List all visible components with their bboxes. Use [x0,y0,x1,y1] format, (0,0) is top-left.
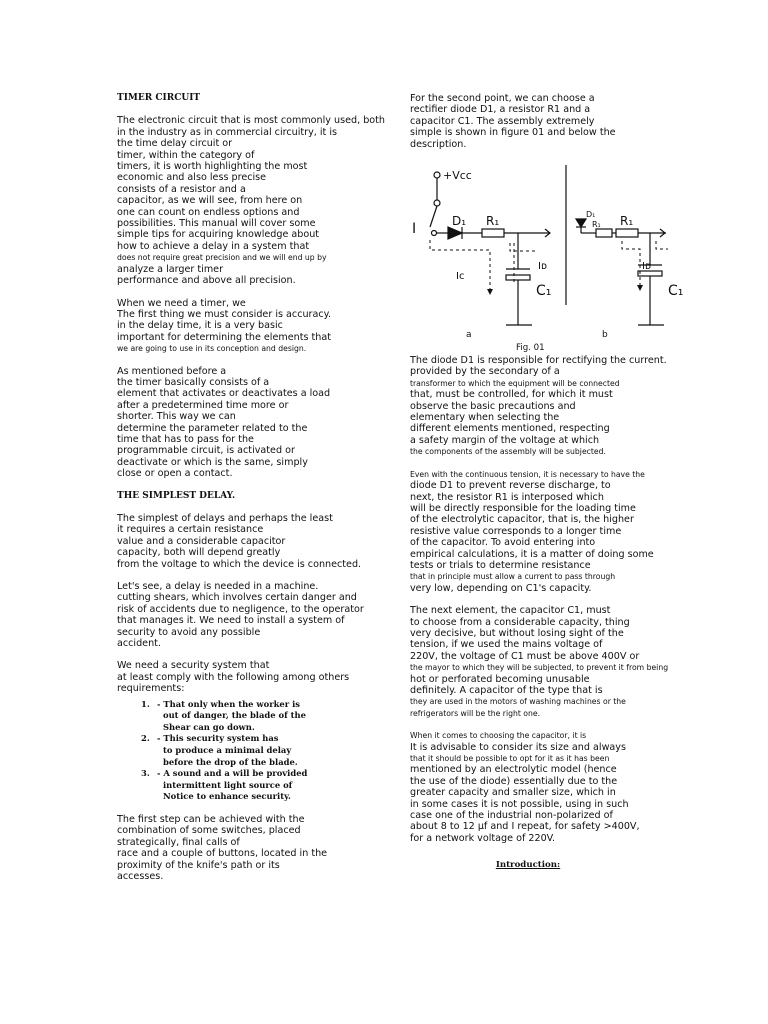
list-item: 1. - That only when the worker is [141,698,300,709]
paragraph-simplest-delay [117,513,383,570]
list-item-line: out of danger, the blade of the [163,710,306,721]
label-a: a [466,330,472,341]
text-line: transformer to which the equipment will be connected [410,378,620,388]
text-line: it requires a certain resistance [117,524,264,536]
text-line: timer, within the category of [117,149,255,161]
text-line: element that activates or deactivates a load [117,388,331,400]
text-line: programmable circuit, is activated or [117,445,295,457]
text-line: determine the parameter related to the [117,422,308,434]
text-line: description. [410,138,467,150]
right-column [410,93,684,872]
text-line: race and a couple of buttons, located in the [117,848,328,860]
paragraph-timer-definition [117,366,383,480]
text-line: timers, it is worth highlighting the most [117,161,308,173]
text-line: The first step can be achieved with the [117,814,305,826]
text-line: greater capacity and smaller size, which in [410,787,616,799]
id-label: Iᴅ [538,261,547,273]
text-line: consists of a resistor and a [117,183,246,195]
text-line: about 8 to 12 µf and I repeat, for safety >400V, [410,821,640,833]
text-line: that, must be controlled, for which it must [410,389,613,401]
text-line: of the capacitor. To avoid entering into [410,537,596,549]
r1-label-b: R₁ [620,214,634,229]
text-line: simple tips for acquiring knowledge about [117,229,320,241]
list-item: 2. - This security system has [141,733,279,744]
text-line: tension, if we used the mains voltage of [410,639,603,651]
text-line: When it comes to choosing the capacitor, it is [410,731,587,741]
text-line: As mentioned before a [117,365,227,377]
paragraph-second-point [410,93,666,150]
text-line: capacitor, as we will see, from here on [117,195,303,207]
text-line: combination of some switches, placed [117,825,301,837]
text-line: in the delay time, it is a very basic [117,320,283,332]
text-line: resistive value corresponds to a longer time [410,525,622,537]
text-line: different elements mentioned, respecting [410,423,610,435]
text-line: does not require great precision and we will end up by [117,253,327,263]
list-item-line: Shear can go down. [163,721,255,732]
current-label: I [412,221,417,238]
text-line: 220V, the voltage of C1 must be above 400V or [410,650,640,662]
text-line: deactivate or which is the same, simply [117,456,308,468]
text-line: important for determining the elements that [117,331,331,343]
text-line: we are going to use in its conception and design. [117,344,307,354]
paragraph-machine-example [117,581,383,649]
text-line: performance and above all precision. [117,275,296,287]
document-title: TIMER CIRCUIT [117,93,201,103]
text-line: empirical calculations, it is a matter of doing some [410,548,654,560]
text-line: from the voltage to which the device is connected. [117,558,362,570]
text-line: rectifier diode D1, a resistor R1 and a [410,104,591,116]
text-line: capacitor C1. The assembly extremely [410,115,595,127]
text-line: refrigerators will be the right one. [410,708,541,718]
introduction-heading: Introduction: [495,860,561,871]
circuit-figure [410,165,684,355]
text-line: the mayor to which they will be subjected, to prevent it from being [410,663,669,673]
text-line: The diode D1 is responsible for rectifying the current. [410,355,667,367]
text-line: time that has to pass for the [117,433,254,445]
text-line: analyze a larger timer [117,263,224,275]
c1-label-b: C₁ [668,283,684,300]
paragraph-accuracy [117,298,383,355]
text-line: of the electrolytic capacitor, that is, the higher [410,514,634,526]
list-item-line: before the drop of the blade. [163,756,298,767]
r1-label: R₁ [486,214,500,229]
text-line: strategically, final calls of [117,836,240,848]
text-line: When we need a timer, we [117,297,246,309]
text-line: very decisive, but without losing sight of the [410,627,624,639]
text-line: elementary when selecting the [410,412,560,424]
list-item-line: to produce a minimal delay [163,745,292,756]
text-line: case one of the industrial non-polarized of [410,810,613,822]
text-line: accident. [117,638,161,650]
paragraph-diode [410,355,666,458]
label-b: b [602,330,608,341]
text-line: to choose from a considerable capacity, thing [410,616,630,628]
text-line: how to achieve a delay in a system that [117,240,310,252]
text-line: close or open a contact. [117,468,233,480]
text-line: after a predetermined time more or [117,399,289,411]
figure-caption: Fig. 01 [516,343,545,354]
text-line: cutting shears, which involves certain danger and [117,592,357,604]
text-line: economic and also less precise [117,172,267,184]
ic-label: Iᴄ [456,271,465,283]
paragraph-capacitor-choice [410,730,666,844]
text-line: proximity of the knife's path or its [117,859,280,871]
text-line: a safety margin of the voltage at which [410,434,600,446]
text-line: definitely. A capacitor of the type that is [410,685,603,696]
text-line: security to avoid any possible [117,626,261,638]
text-line: tests or trials to determine resistance [410,559,591,571]
d1-label: D₁ [452,214,467,229]
left-column [117,93,383,882]
text-line: the use of the diode) essentially due to the [410,775,618,787]
paragraph-first-step [117,814,383,882]
text-line: provided by the secondary of a [410,366,560,378]
text-line: The first thing we must consider is accuracy. [117,308,332,320]
paragraph-requirements [117,660,383,694]
text-line: For the second point, we can choose a [410,93,595,104]
text-line: accesses. [117,871,164,883]
text-line: Let's see, a delay is needed in a machine. [117,581,319,593]
text-line: they are used in the motors of washing machines or the [410,697,626,707]
text-line: The simplest of delays and perhaps the least [117,513,333,524]
text-line: mentioned by an electrolytic model (hence [410,764,617,776]
paragraph-resistor [410,469,666,594]
requirements-list [117,699,383,803]
text-line: capacity, both will depend greatly [117,547,281,559]
text-line: the components of the assembly will be subjected. [410,447,606,457]
text-line: for a network voltage of 220V. [410,832,556,844]
section-heading: THE SIMPLEST DELAY. [117,490,236,501]
text-line: next, the resistor R1 is interposed which [410,491,604,503]
c1-label: C₁ [536,283,552,300]
text-line: hot or perforated becoming unusable [410,673,590,685]
text-line: at least comply with the following among others [117,671,350,683]
text-line: that it should be possible to opt for it as it has been [410,754,610,764]
text-line: in the industry as in commercial circuitry, it is [117,126,337,138]
text-line: very low, depending on C1's capacity. [410,582,592,594]
paragraph-capacitor [410,605,669,719]
circuit-diagram [410,165,684,345]
text-line: The electronic circuit that is most commonly used, both [117,115,385,127]
list-item-line: Notice to enhance security. [163,791,291,802]
text-line: that manages it. We need to install a system of [117,615,345,627]
text-line: value and a considerable capacitor [117,535,286,547]
paragraph-intro [117,115,383,286]
text-line: that in principle must allow a current to pass through [410,572,616,582]
text-line: the timer basically consists of a [117,376,270,388]
text-line: in some cases it is not possible, using in such [410,798,629,810]
text-line: diode D1 to prevent reverse discharge, to [410,480,611,492]
text-line: the time delay circuit or [117,138,233,150]
text-line: observe the basic precautions and [410,400,576,412]
text-line: will be directly responsible for the loading time [410,502,636,514]
text-line: possibilities. This manual will cover some [117,218,316,230]
list-item: 3. - A sound and a will be provided [141,768,308,779]
list-item-line: intermittent light source of [163,779,293,790]
text-line: requirements: [117,683,185,695]
text-line: simple is shown in figure 01 and below the [410,127,616,139]
text-line: shorter. This way we can [117,411,236,423]
text-line: It is advisable to consider its size and always [410,741,626,753]
r1-label-small: R₁ [592,220,601,230]
text-line: Even with the continuous tension, it is necessary to have the [410,469,645,479]
text-line: The next element, the capacitor C1, must [410,605,611,617]
id-label-b: Iᴅ [642,261,651,273]
vcc-label: +Vcc [443,169,472,183]
d1-label-b: D₁ [586,210,596,220]
text-line: risk of accidents due to negligence, to the operator [117,603,364,615]
text-line: We need a security system that [117,660,270,672]
text-line: one can count on endless options and [117,206,300,218]
